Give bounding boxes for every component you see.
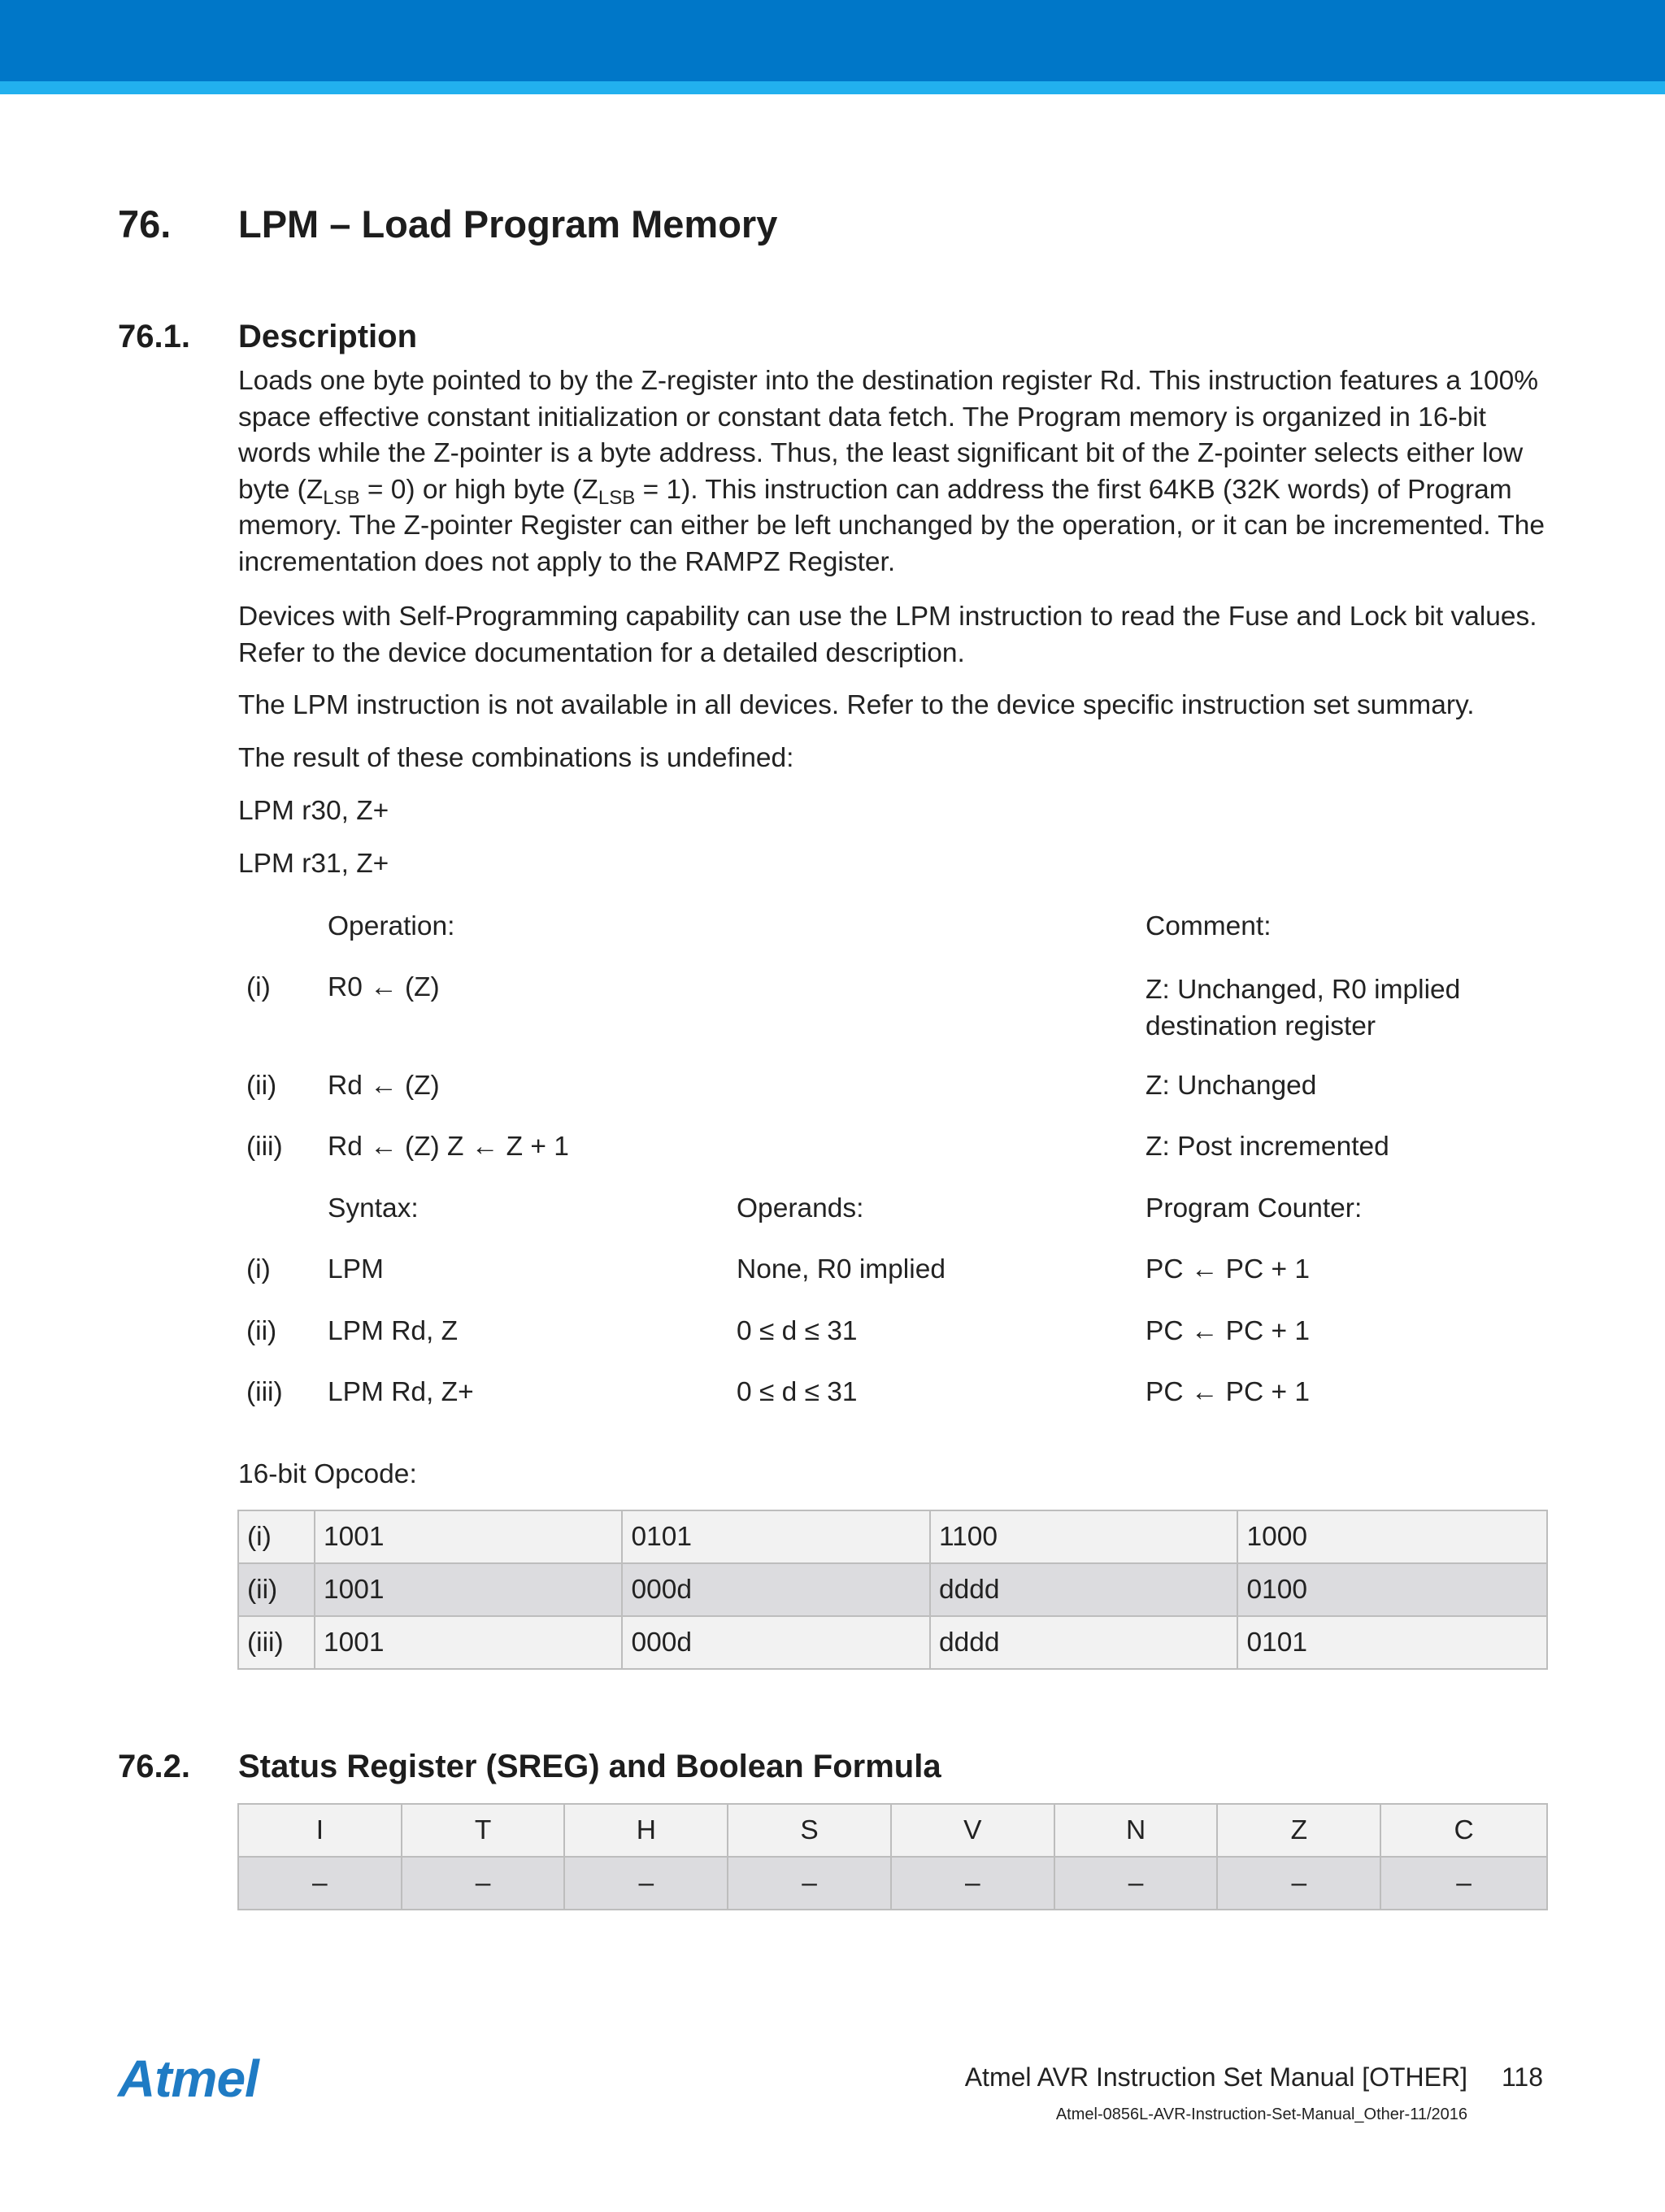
opcode-cell: 0101 <box>622 1510 930 1563</box>
opcode-cell: 1001 <box>315 1510 623 1563</box>
opcode-table <box>237 1510 1548 1670</box>
footer-manual-title: Atmel AVR Instruction Set Manual [OTHER] <box>964 2062 1467 2092</box>
syntax-row-id: (iii) <box>246 1377 283 1407</box>
opcode-label: 16-bit Opcode: <box>238 1459 417 1489</box>
sreg-flag: T <box>402 1804 565 1857</box>
program-counter-header: Program Counter: <box>1146 1193 1363 1223</box>
syntax-row-id: (ii) <box>246 1316 277 1346</box>
sreg-values-row <box>238 1857 1547 1910</box>
undefined-combo-2: LPM r31, Z+ <box>238 849 389 879</box>
sreg-table <box>237 1803 1548 1910</box>
syntax-row-syntax: LPM Rd, Z <box>328 1316 459 1346</box>
description-paragraph-4: The result of these combinations is undefined: <box>238 743 794 773</box>
syntax-row-pc: PC ← PC + 1 <box>1146 1316 1310 1346</box>
syntax-row-syntax: LPM Rd, Z+ <box>328 1377 474 1407</box>
sreg-value: – <box>891 1857 1054 1910</box>
syntax-row-syntax: LPM <box>328 1254 384 1284</box>
sreg-flag: Z <box>1217 1804 1380 1857</box>
opcode-row <box>238 1563 1547 1616</box>
syntax-row-pc: PC ← PC + 1 <box>1146 1254 1310 1284</box>
comment-header: Comment: <box>1146 911 1272 941</box>
sreg-flag: I <box>238 1804 402 1857</box>
description-paragraph-2: Devices with Self-Programming capability can use the LPM instruction to read the Fuse and Lock bit values. Refer to the device documentation for a detailed description. <box>238 602 1537 668</box>
operation-row-id: (iii) <box>246 1132 283 1162</box>
sreg-flags-row <box>238 1804 1547 1857</box>
opcode-cell: (i) <box>238 1510 315 1563</box>
sreg-flag: V <box>891 1804 1054 1857</box>
operation-row-id: (i) <box>246 972 271 1002</box>
sreg-value: – <box>564 1857 728 1910</box>
sreg-heading: Status Register (SREG) and Boolean Formula <box>238 1749 941 1784</box>
opcode-row <box>238 1616 1547 1669</box>
operation-row-id: (ii) <box>246 1071 277 1101</box>
sreg-flag: S <box>728 1804 891 1857</box>
opcode-cell: 1001 <box>315 1563 623 1616</box>
opcode-cell: dddd <box>930 1563 1238 1616</box>
opcode-cell: 1100 <box>930 1510 1238 1563</box>
opcode-cell: dddd <box>930 1616 1238 1669</box>
undefined-combo-1: LPM r30, Z+ <box>238 796 389 826</box>
operation-row-op: R0 ← (Z) <box>328 972 440 1002</box>
sreg-value: – <box>728 1857 891 1910</box>
sreg-value: – <box>1380 1857 1547 1910</box>
description-number: 76.1. <box>118 319 190 354</box>
sreg-value: – <box>1217 1857 1380 1910</box>
description-paragraph-1: Loads one byte pointed to by the Z-register into the destination register Rd. This instruction features a 100% space effective constant initialization or constant data fetch. The Program memory is organized in 16-bit words while the Z-pointer is a byte address. Thus, the least significant bit of the Z-pointer selects either low byte $(Z_{LSB} = 0)$ or high byte $(Z_{LSB} = 1)$. This instruction can address the first 64KB (32K words) of Program memory. The Z-pointer Register can either be left unchanged by the operation, or it can be incremented. The incrementation does not apply to the RAMPZ Register. <box>238 366 1545 577</box>
syntax-row-operands: None, R0 implied <box>737 1254 946 1284</box>
syntax-row-pc: PC ← PC + 1 <box>1146 1377 1310 1407</box>
sreg-value: – <box>238 1857 402 1910</box>
operation-header: Operation: <box>328 911 455 941</box>
opcode-cell: 0100 <box>1237 1563 1547 1616</box>
opcode-row <box>238 1510 1547 1563</box>
opcode-cell: 1001 <box>315 1616 623 1669</box>
operation-row-comment: Z: Unchanged, R0 implied destination register <box>1146 975 1461 1041</box>
syntax-row-operands: 0 ≤ d ≤ 31 <box>737 1377 858 1407</box>
sreg-number: 76.2. <box>118 1749 190 1784</box>
sreg-value: – <box>402 1857 565 1910</box>
operation-row-comment: Z: Post incremented <box>1146 1132 1389 1162</box>
operation-row-comment: Z: Unchanged <box>1146 1071 1317 1101</box>
atmel-logo: Atmel <box>118 2049 259 2108</box>
description-heading: Description <box>238 319 418 354</box>
description-paragraph-3: The LPM instruction is not available in all devices. Refer to the device specific instruction set summary. <box>238 690 1475 720</box>
opcode-cell: 000d <box>622 1616 930 1669</box>
header-bar <box>0 0 1665 81</box>
opcode-cell: 1000 <box>1237 1510 1547 1563</box>
section-number: 76. <box>118 202 172 246</box>
sreg-flag: N <box>1054 1804 1218 1857</box>
header-stripe <box>0 81 1665 94</box>
footer-doc-id: Atmel-0856L-AVR-Instruction-Set-Manual_Other-11/2016 <box>1055 2106 1467 2123</box>
opcode-cell: 000d <box>622 1563 930 1616</box>
operation-row-op: Rd ← (Z) <box>328 1071 440 1101</box>
syntax-header: Syntax: <box>328 1193 419 1223</box>
opcode-cell: (ii) <box>238 1563 315 1616</box>
sreg-flag: C <box>1380 1804 1547 1857</box>
syntax-row-id: (i) <box>246 1254 271 1284</box>
operation-row-op: Rd ← (Z) Z ← Z + 1 <box>328 1132 569 1162</box>
sreg-value: – <box>1054 1857 1218 1910</box>
footer-page-number: 118 <box>1502 2062 1544 2092</box>
operands-header: Operands: <box>737 1193 864 1223</box>
section-title: LPM – Load Program Memory <box>238 202 778 246</box>
syntax-row-operands: 0 ≤ d ≤ 31 <box>737 1316 858 1346</box>
opcode-cell: (iii) <box>238 1616 315 1669</box>
opcode-cell: 0101 <box>1237 1616 1547 1669</box>
sreg-flag: H <box>564 1804 728 1857</box>
